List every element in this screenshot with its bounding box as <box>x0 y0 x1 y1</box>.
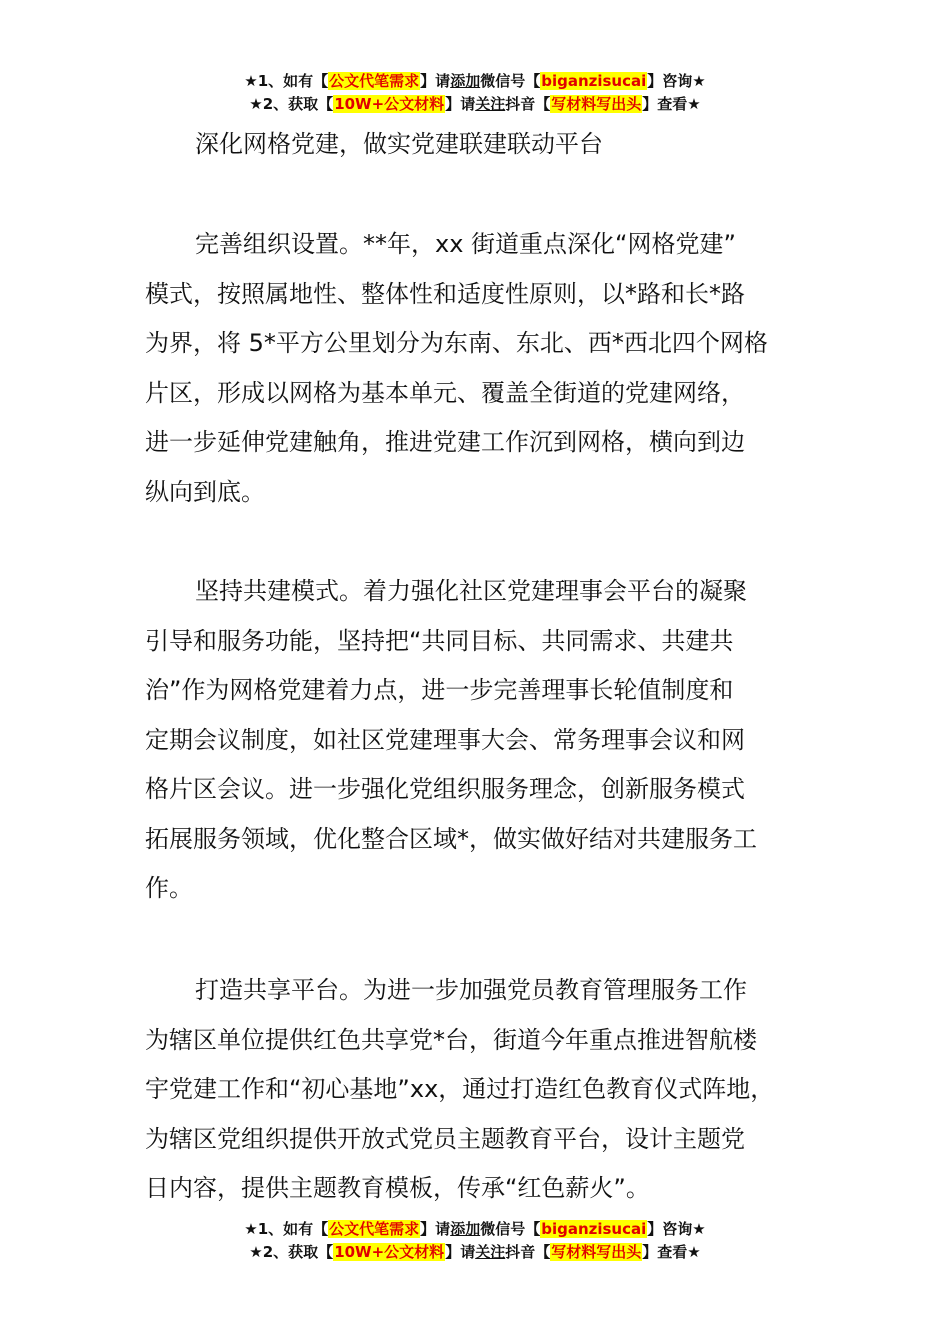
paragraph-line: 治”作为网格党建着力点，进一步完善理事长轮值制度和 <box>145 676 734 704</box>
banner-line-1-highlight-wechat: biganzisucai <box>541 72 647 90</box>
banner-line-1-emphasis: 添加 <box>450 72 481 90</box>
banner-line-1-suffix: 】咨询★ <box>647 1220 706 1238</box>
paragraph-line: 片区，形成以网格为基本单元、覆盖全街道的党建网络， <box>145 378 745 407</box>
banner-line-1-mid: 】请 <box>420 1220 451 1238</box>
banner-line-2 <box>0 1241 950 1264</box>
banner-line-1-emphasis: 添加 <box>450 1220 481 1238</box>
banner-line-1 <box>0 70 950 93</box>
banner-line-2-prefix: ★2、获取【 <box>249 1243 334 1261</box>
banner-line-1 <box>0 1218 950 1241</box>
banner-line-2-highlight-douyin: 写材料写出头 <box>551 95 642 113</box>
banner-line-1-highlight-service: 公文代笔需求 <box>329 1220 420 1238</box>
banner-line-2 <box>0 93 950 116</box>
banner-line-1-mid2: 微信号【 <box>480 1220 541 1238</box>
banner-line-1-prefix: ★1、如有【 <box>244 72 329 90</box>
paragraph-line: 纵向到底。 <box>145 477 265 506</box>
banner-line-1-mid2: 微信号【 <box>480 72 541 90</box>
banner-line-2-suffix: 】查看★ <box>642 1243 701 1261</box>
paragraph-line: 为界，将 5*平方公里划分为东南、东北、西*西北四个网格 <box>145 329 768 357</box>
document-title: 深化网格党建，做实党建联建联动平台 <box>195 130 603 158</box>
banner-line-1-mid: 】请 <box>420 72 451 90</box>
paragraph-line: 坚持共建模式。着力强化社区党建理事会平台的凝聚 <box>195 577 747 605</box>
banner-line-2-mid: 】请 <box>445 1243 476 1261</box>
banner-line-2-mid2: 抖音【 <box>505 1243 551 1261</box>
paragraph-line: 模式，按照属地性、整体性和适度性原则，以*路和长*路 <box>145 279 745 308</box>
bottom-banner <box>0 1218 950 1264</box>
paragraph-line: 格片区会议。进一步强化党组织服务理念，创新服务模式 <box>145 775 745 803</box>
banner-line-2-mid2: 抖音【 <box>505 95 551 113</box>
banner-line-2-emphasis: 关注 <box>475 95 506 113</box>
banner-line-2-highlight-materials: 10W+公文材料 <box>334 95 445 113</box>
paragraph-co-construction <box>145 567 845 914</box>
paragraph-shared-platform <box>145 966 845 1214</box>
banner-line-1-highlight-wechat: biganzisucai <box>541 1220 647 1238</box>
paragraph-line: 引导和服务功能，坚持把“共同目标、共同需求、共建共 <box>145 626 734 655</box>
banner-line-2-emphasis: 关注 <box>475 1243 506 1261</box>
paragraph-line: 日内容，提供主题教育模板，传承“红色薪火”。 <box>145 1174 650 1202</box>
banner-line-2-mid: 】请 <box>445 95 476 113</box>
banner-line-1-prefix: ★1、如有【 <box>244 1220 329 1238</box>
paragraph-line: 为辖区单位提供红色共享党*台，街道今年重点推进智航楼 <box>145 1025 757 1054</box>
banner-line-1-highlight-service: 公文代笔需求 <box>329 72 420 90</box>
banner-line-2-prefix: ★2、获取【 <box>249 95 334 113</box>
paragraph-line: 进一步延伸党建触角，推进党建工作沉到网格，横向到边 <box>145 428 745 456</box>
paragraph-line: 为辖区党组织提供开放式党员主题教育平台，设计主题党 <box>145 1124 745 1153</box>
paragraph-line: 定期会议制度，如社区党建理事大会、常务理事会议和网 <box>145 725 745 754</box>
paragraph-line: 作。 <box>145 874 193 902</box>
paragraph-line: 宇党建工作和“初心基地”xx，通过打造红色教育仪式阵地， <box>145 1075 775 1103</box>
paragraph-line: 拓展服务领域，优化整合区域*，做实做好结对共建服务工 <box>145 824 757 853</box>
banner-line-2-suffix: 】查看★ <box>642 95 701 113</box>
banner-line-1-suffix: 】咨询★ <box>647 72 706 90</box>
banner-line-2-highlight-materials: 10W+公文材料 <box>334 1243 445 1261</box>
paragraph-line: 打造共享平台。为进一步加强党员教育管理服务工作 <box>195 976 747 1004</box>
paragraph-organization <box>145 220 845 517</box>
top-banner <box>0 70 950 116</box>
banner-line-2-highlight-douyin: 写材料写出头 <box>551 1243 642 1261</box>
paragraph-line: 完善组织设置。**年，xx 街道重点深化“网格党建” <box>195 230 736 258</box>
